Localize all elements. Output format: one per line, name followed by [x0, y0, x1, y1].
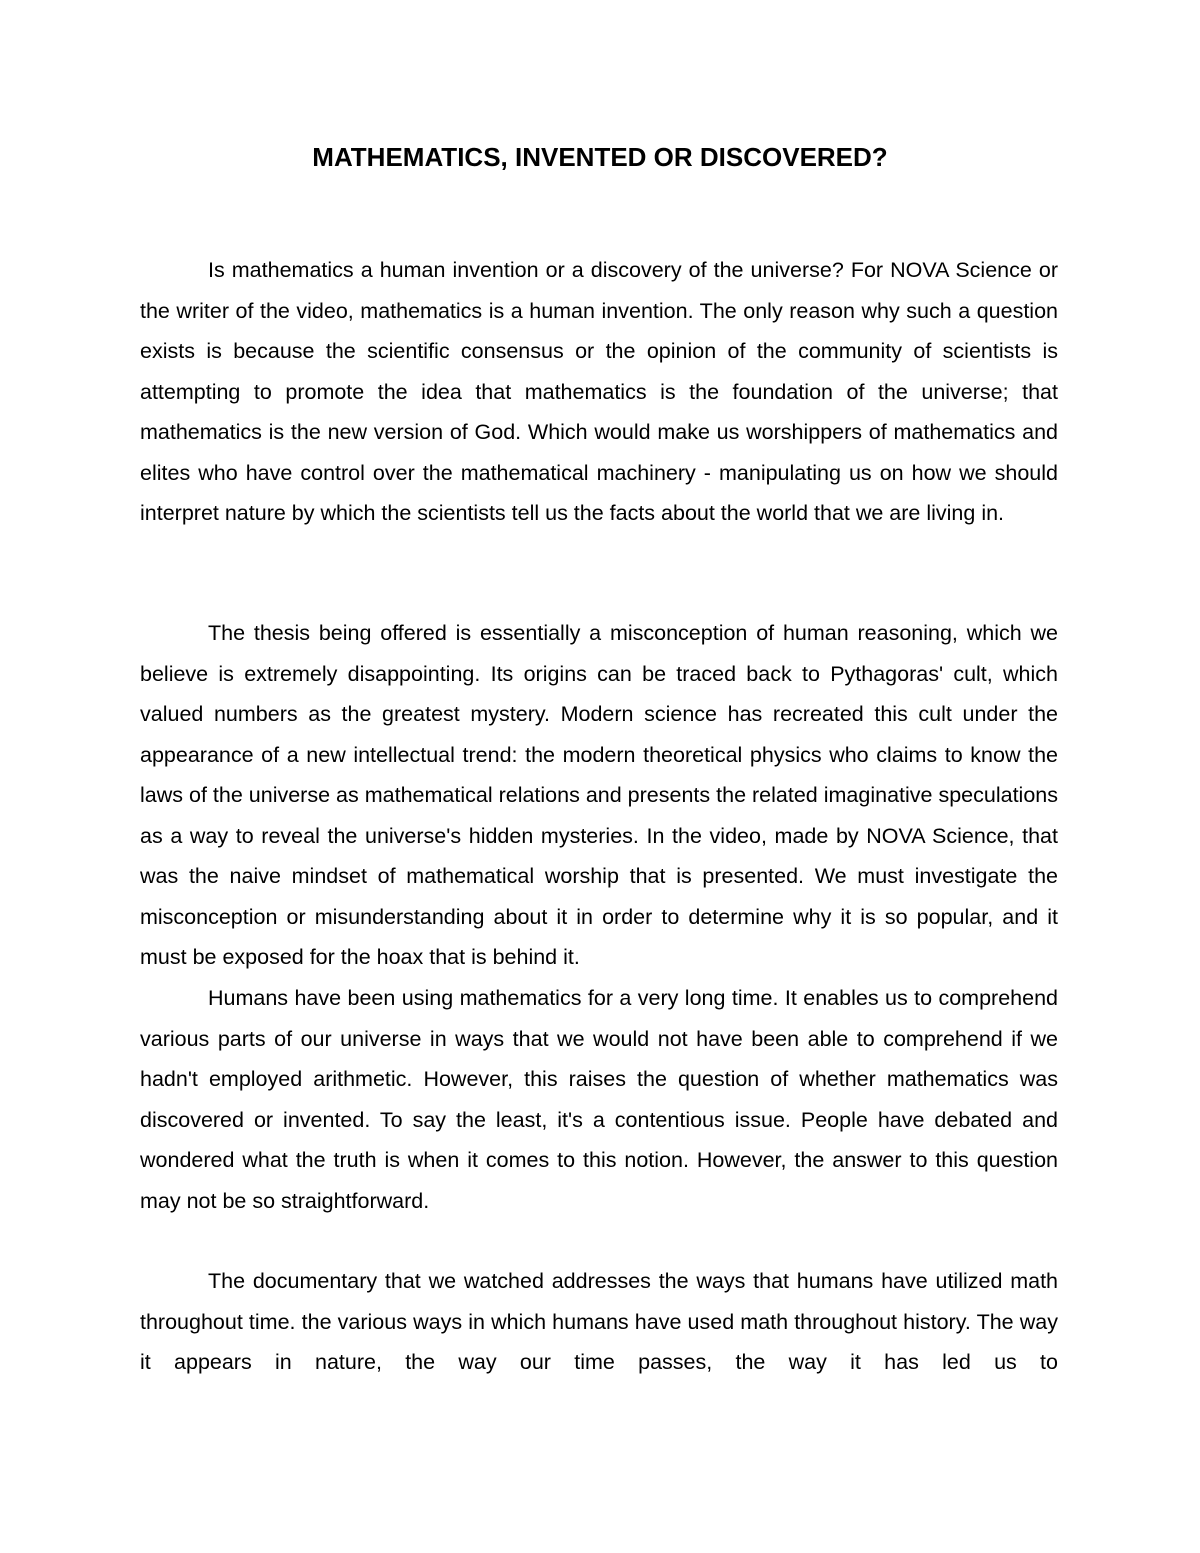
- paragraph-1-container: [140, 250, 1058, 534]
- paragraph-2-container: [140, 613, 1058, 978]
- paragraph-3-container: [140, 978, 1058, 1221]
- paragraph-2: The thesis being offered is essentially a misconception of human reasoning, which we believe is extremely disappointing. Its origins can be traced back to Pythagoras' cult, which valued numbers as the greatest mystery. Modern science has recreated this cult under the appearance of a new intellectual trend: the modern theoretical physics who claims to know the laws of the universe as mathematical relations and presents the related imaginative speculations as a way to reveal the universe's hidden mysteries. In the video, made by NOVA Science, that was the naive mindset of mathematical worship that is presented. We must investigate the misconception or misunderstanding about it in order to determine why it is so popular, and it must be exposed for the hoax that is behind it.: [140, 621, 1058, 969]
- paragraph-3: Humans have been using mathematics for a very long time. It enables us to comprehend various parts of our universe in ways that we would not have been able to comprehend if we hadn't employed arithmetic. However, this raises the question of whether mathematics was discovered or invented. To say the least, it's a contentious issue. People have debated and wondered what the truth is when it comes to this notion. However, the answer to this question may not be so straightforward.: [140, 986, 1058, 1213]
- paragraph-1: Is mathematics a human invention or a discovery of the universe? For NOVA Science or the writer of the video, mathematics is a human invention. The only reason why such a question exists is because the scientific consensus or the opinion of the community of scientists is attempting to promote the idea that mathematics is the foundation of the universe; that mathematics is the new version of God. Which would make us worshippers of mathematics and elites who have control over the mathematical machinery - manipulating us on how we should interpret nature by which the scientists tell us the facts about the world that we are living in.: [140, 258, 1058, 525]
- document-title: MATHEMATICS, INVENTED OR DISCOVERED?: [312, 142, 888, 172]
- paragraph-4-container: [140, 1261, 1058, 1383]
- paragraph-4: The documentary that we watched addresses the ways that humans have utilized math throughout time. the various ways in which humans have used math throughout history. The way it appears in nature, the way our time passes, the way it has led us to: [140, 1269, 1058, 1374]
